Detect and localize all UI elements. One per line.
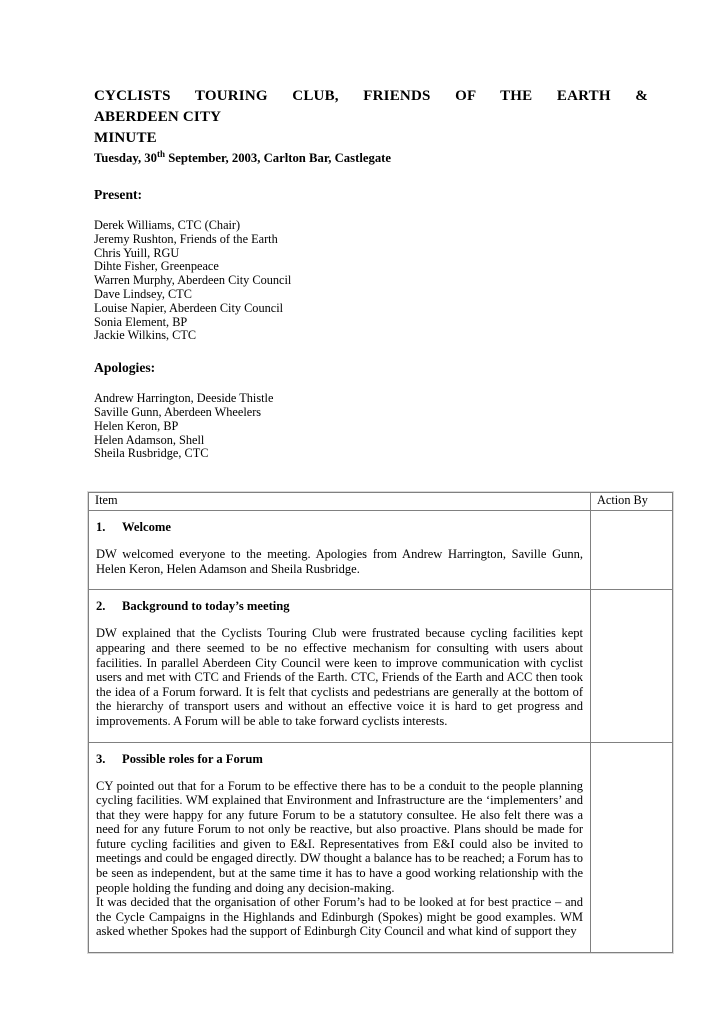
item-paragraph: DW welcomed everyone to the meeting. Apologies from Andrew Harrington, Saville Gunn, Helen Keron, Helen Adamson and Sheila Rusbridge. xyxy=(96,547,583,576)
document-header xyxy=(94,86,648,167)
table-row-welcome xyxy=(89,511,673,590)
apologies-section xyxy=(94,360,648,461)
item-title: Background to today’s meeting xyxy=(122,599,290,614)
action-by-cell xyxy=(591,590,673,742)
item-heading xyxy=(96,752,583,766)
table-header-row xyxy=(89,493,673,511)
attendee-name: Warren Murphy, Aberdeen City Council xyxy=(94,273,292,288)
present-list xyxy=(94,219,648,343)
table-row-background xyxy=(89,590,673,742)
item-paragraph: DW explained that the Cyclists Touring Club were frustrated because cycling facilities kept appearing and there seemed to be no effective mechanism for consulting with users about facilities. In parallel Aberdeen City Council were keen to improve communication with cyclist users and met with CTC and Friends of the Earth. CTC, Friends of the Earth and ACC then took the idea of a Forum forward. It is felt that cyclists and pedestrians are generally at the bottom of the hierarchy of transport users and without an effective voice it is hard to get progress and improvements. A Forum will be able to take forward cyclists interests. xyxy=(96,626,583,728)
item-title: Possible roles for a Forum xyxy=(122,751,263,766)
minutes-table xyxy=(88,492,673,953)
item-number: 3. xyxy=(96,751,106,766)
item-cell xyxy=(89,742,591,953)
action-by-cell xyxy=(591,742,673,953)
apology-name: Helen Keron, BP xyxy=(94,418,179,433)
attendee-name: Sonia Element, BP xyxy=(94,314,188,329)
document-subtitle: MINUTE xyxy=(94,130,157,146)
item-heading xyxy=(96,599,583,613)
meeting-date-prefix: Tuesday, 30 xyxy=(94,151,157,165)
column-header-action-by: Action By xyxy=(591,493,673,511)
attendee-name: Jeremy Rushton, Friends of the Earth xyxy=(94,231,278,246)
attendee-name: Dihte Fisher, Greenpeace xyxy=(94,259,219,274)
attendee-name: Louise Napier, Aberdeen City Council xyxy=(94,300,284,315)
meeting-date-line xyxy=(94,149,648,167)
item-number: 2. xyxy=(96,599,106,614)
item-paragraph: CY pointed out that for a Forum to be effective there has to be a conduit to the people planning cycling facilities. WM explained that Environment and Infrastructure are the ‘implementers’ and that they were happy for any future Forum to be a statutory consultee. He also felt there was a need for any future Forum to not only be reactive, but also proactive. Plans should be made for future cycling facilities and given to E&I. Representatives from E&I could also be invited to meetings and could be engaged directly. DW thought a balance has to be reached; a Forum has to be seen as independent, but at the same time it has to have a good working relationship with the people holding the funding and doing any decision-making. xyxy=(96,778,583,895)
apology-name: Saville Gunn, Aberdeen Wheelers xyxy=(94,404,262,419)
item-cell xyxy=(89,511,591,590)
present-heading: Present: xyxy=(94,187,143,202)
attendee-name: Dave Lindsey, CTC xyxy=(94,286,192,301)
attendee-name: Chris Yuill, RGU xyxy=(94,245,180,260)
document-title-line1: CYCLISTS TOURING CLUB, FRIENDS OF THE EARTH & xyxy=(94,88,648,104)
attendee-name: Jackie Wilkins, CTC xyxy=(94,328,197,343)
document-title-line2: ABERDEEN CITY xyxy=(94,109,222,125)
item-title: Welcome xyxy=(122,520,171,535)
attendee-name: Derek Williams, CTC (Chair) xyxy=(94,218,241,232)
item-number: 1. xyxy=(96,520,106,535)
date-ordinal-superscript: th xyxy=(157,148,166,159)
meeting-date-suffix: September, 2003, Carlton Bar, Castlegate xyxy=(165,151,392,165)
apologies-heading: Apologies: xyxy=(94,360,156,376)
apologies-list xyxy=(94,392,648,461)
item-cell xyxy=(89,590,591,742)
item-paragraph: It was decided that the organisation of other Forum’s had to be looked at for best practice – and the Cycle Campaigns in the Highlands and Edinburgh (Spokes) might be good examples. WM asked whether Spokes had the support of Edinburgh City Council and what kind of support they xyxy=(96,895,583,939)
apology-name: Sheila Rusbridge, CTC xyxy=(94,446,209,461)
action-by-cell xyxy=(591,511,673,590)
apology-name: Helen Adamson, Shell xyxy=(94,432,205,447)
item-heading xyxy=(96,520,583,534)
table-row-forum-roles xyxy=(89,742,673,953)
column-header-item: Item xyxy=(89,493,591,511)
apology-name: Andrew Harrington, Deeside Thistle xyxy=(94,391,274,406)
present-section xyxy=(94,187,648,343)
